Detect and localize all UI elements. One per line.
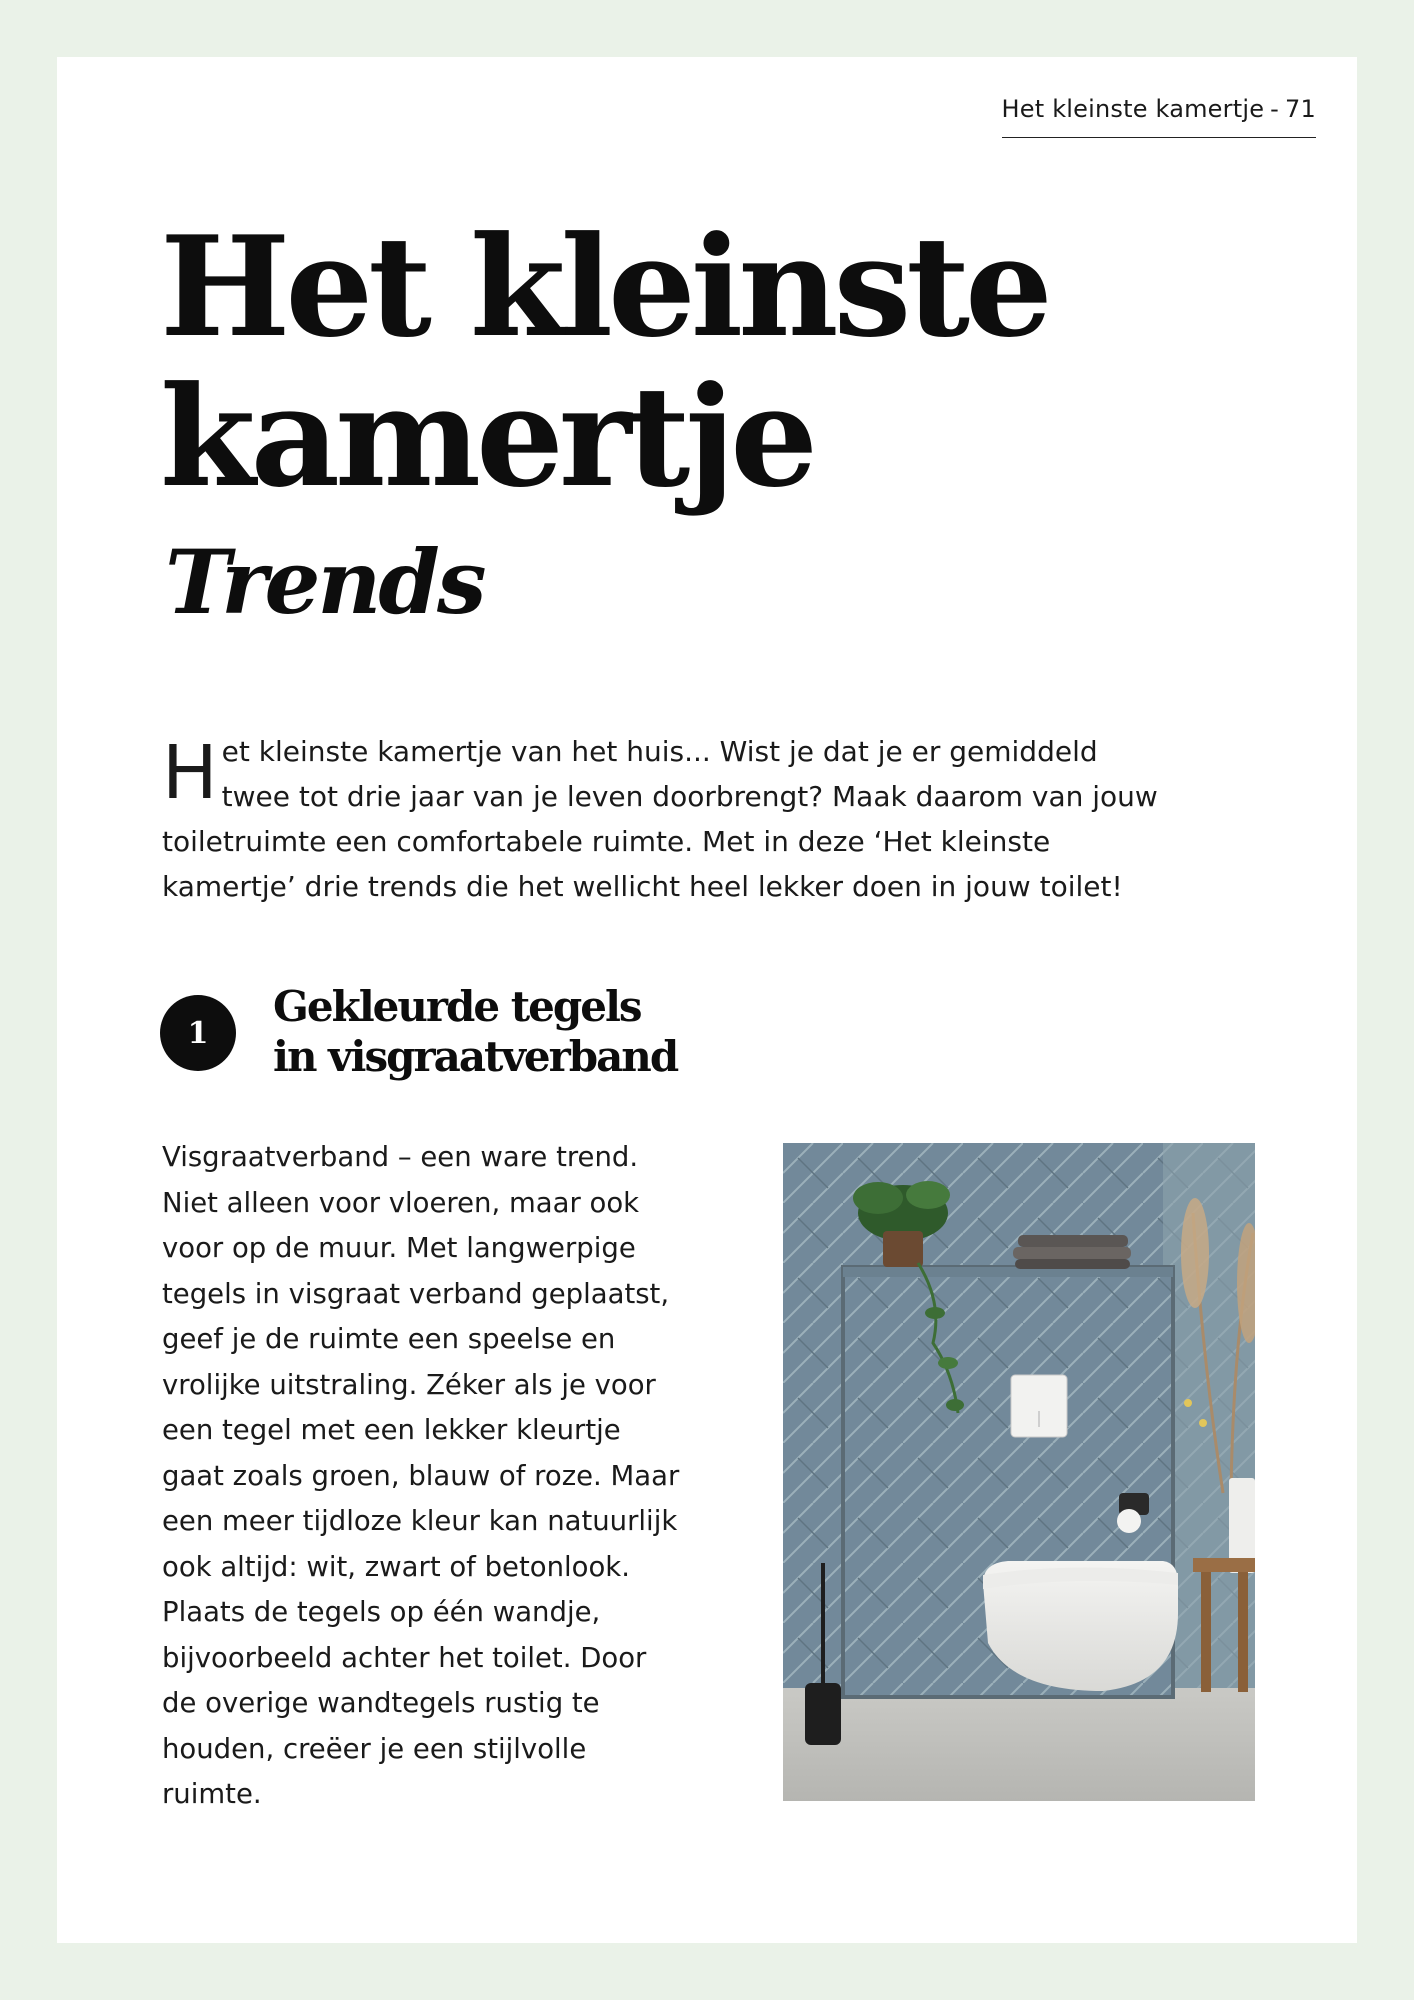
section-title xyxy=(273,982,677,1082)
flush-plate xyxy=(1011,1375,1067,1437)
towel-stack xyxy=(1018,1235,1128,1247)
section-title-line1: Gekleurde tegels xyxy=(273,982,641,1031)
magazine-page xyxy=(57,57,1357,1943)
page-subtitle: Trends xyxy=(165,530,484,634)
page-title xyxy=(160,205,1048,518)
section-body: Visgraatverband – een ware trend. Niet alleen voor vloeren, maar ook voor op de muur. Met langwerpige tegels in visgraat verband geplaatst, geef je de ruimte een speelse en vrolijke uitstraling. Zéker als je voor een tegel met een lekker kleurtje gaat zoals groen, blauw of roze. Maar een meer tijdloze kleur kan natuurlijk ook altijd: wit, zwart of betonlook. Plaats de tegels op één wandje, bijvoorbeeld achter het toilet. Door de overige wandtegels rustig te houden, creëer je een stijlvolle ruimte. xyxy=(162,1141,680,1810)
section-number-badge: 1 xyxy=(160,995,236,1071)
section-title-line2: in visgraatverband xyxy=(273,1032,678,1081)
page-title-line1: Het kleinste xyxy=(160,205,1048,368)
running-header-section: Het kleinste kamertje xyxy=(1001,95,1265,123)
page-number: 71 xyxy=(1285,95,1316,123)
drop-cap: H xyxy=(162,730,218,816)
intro-text: et kleinste kamertje van het huis... Wist je dat je er gemiddeld twee tot drie jaar van je leven doorbrengt? Maak daarom van jouw toiletruimte een comfortabele ruimte. Met in deze ‘Het kleinste kamertje’ drie trends die het wellicht heel lekker doen in jouw toilet! xyxy=(162,735,1158,903)
toilet-brush xyxy=(821,1563,825,1688)
intro-paragraph xyxy=(162,729,1162,909)
floor xyxy=(783,1688,1255,1801)
running-header-separator: - xyxy=(1270,95,1280,123)
running-header xyxy=(1002,95,1316,123)
page-title-line2: kamertje xyxy=(160,355,814,518)
toilet-photo xyxy=(783,1143,1255,1801)
header-rule xyxy=(1002,137,1316,138)
